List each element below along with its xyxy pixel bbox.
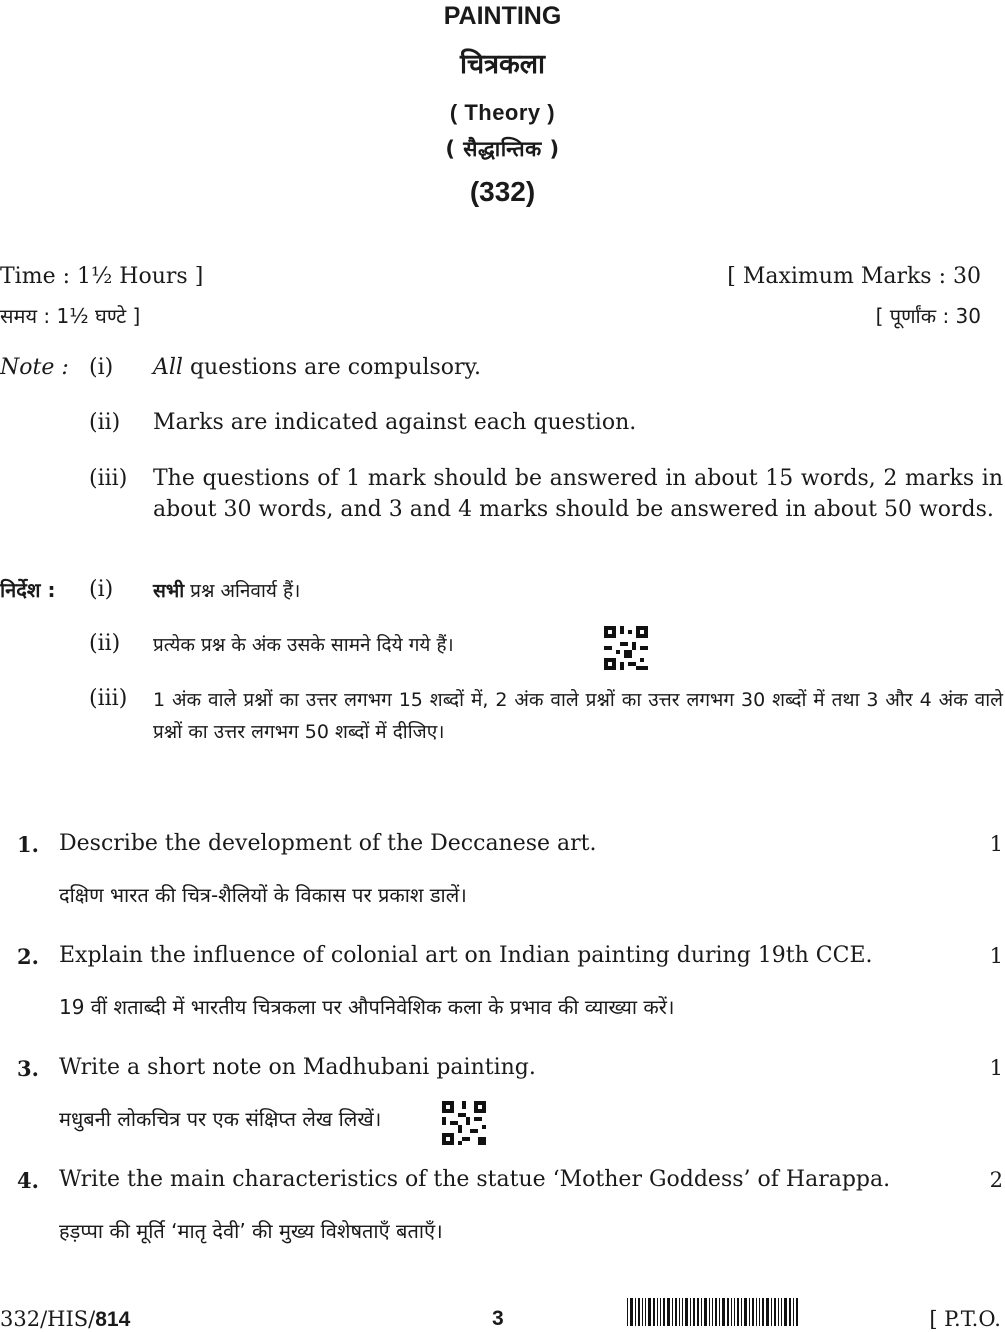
question-text: Explain the influence of colonial art on Indian painting during 19th CCE.	[59, 943, 873, 968]
barcode-bar	[778, 1298, 779, 1326]
question-marks: 1	[989, 832, 1003, 856]
barcode-bar	[690, 1298, 691, 1326]
subject-code: (332)	[469, 176, 536, 207]
barcode-bar	[701, 1298, 702, 1326]
maximum-marks: [ Maximum Marks : 30	[727, 264, 981, 289]
barcode-bar	[759, 1298, 760, 1326]
question-text: Write a short note on Madhubani painting.	[59, 1055, 536, 1080]
note-item-hindi	[153, 577, 1003, 603]
question-number: 4.	[17, 1168, 39, 1193]
barcode-bar	[653, 1298, 655, 1326]
note-item-hindi: प्रत्येक प्रश्न के अंक उसके सामने दिये गये हैं।	[153, 634, 454, 656]
barcode-bar	[642, 1298, 643, 1326]
paper-title: PAINTING	[443, 2, 562, 30]
question-text: Describe the development of the Deccanese art.	[59, 831, 597, 856]
barcode-bar	[741, 1298, 742, 1326]
note-emphasis: All	[153, 355, 183, 380]
barcode-bar	[774, 1298, 776, 1326]
page-turn-over: [ P.T.O.	[929, 1307, 1001, 1331]
time-allowed-hindi: समय : 1½ घण्टे ]	[0, 304, 141, 328]
question-number: 3.	[17, 1056, 39, 1081]
barcode-bar	[719, 1298, 720, 1326]
barcode-bar	[766, 1298, 769, 1326]
note-label: Note :	[0, 355, 69, 380]
note-text-hindi: प्रश्न अनिवार्य हैं।	[184, 580, 301, 602]
paper-title-hindi: चित्रकला	[459, 49, 546, 80]
note-number: (iii)	[89, 466, 128, 491]
question-text-hindi: 19 वीं शताब्दी में भारतीय चित्रकला पर औपनिवेशिक कला के प्रभाव की व्याख्या करें।	[59, 995, 675, 1019]
barcode-bar	[781, 1298, 782, 1326]
barcode-bar	[771, 1298, 772, 1326]
paper-type: ( Theory )	[449, 100, 556, 125]
barcode-bar	[685, 1298, 688, 1326]
barcode-bar	[630, 1298, 633, 1326]
barcode-bar	[675, 1298, 677, 1326]
barcode-bar	[744, 1298, 747, 1326]
barcode-bar	[635, 1298, 636, 1326]
note-number: (iii)	[89, 686, 128, 711]
barcode-bar	[697, 1298, 699, 1326]
barcode-bar	[704, 1298, 707, 1326]
barcode-icon	[627, 1298, 800, 1326]
question-marks: 1	[989, 944, 1003, 968]
question-number: 1.	[17, 832, 39, 857]
question-number: 2.	[17, 944, 39, 969]
barcode-bar	[715, 1298, 717, 1326]
note-number: (ii)	[89, 631, 121, 656]
barcode-bar	[682, 1298, 683, 1326]
paper-code-number: 814	[95, 1308, 131, 1331]
note-item-hindi: 1 अंक वाले प्रश्नों का उत्तर लगभग 15 शब्दों में, 2 अंक वाले प्रश्नों का उत्तर लगभग 30 शब्दों में तथा 3 और 4 अंक वाले प्रश्नों का उत्तर लगभग 50 शब्दों में दीजिए।	[153, 689, 1003, 743]
qr-code-icon	[442, 1101, 486, 1145]
paper-type-hindi: ( सैद्धान्तिक )	[445, 137, 560, 161]
barcode-bar	[756, 1298, 757, 1326]
barcode-bar	[749, 1298, 750, 1326]
barcode-bar	[660, 1298, 661, 1326]
barcode-bar	[645, 1298, 646, 1326]
qr-code-icon	[604, 626, 648, 670]
barcode-bar	[627, 1298, 628, 1326]
barcode-bar	[648, 1298, 651, 1326]
maximum-marks-hindi: [ पूर्णांक : 30	[875, 304, 981, 328]
paper-code	[0, 1307, 130, 1332]
barcode-bar	[712, 1298, 713, 1326]
note-text: questions are compulsory.	[182, 355, 482, 380]
barcode-bar	[709, 1298, 710, 1326]
barcode-bar	[638, 1298, 640, 1326]
question-text: Write the main characteristics of the statue ‘Mother Goddess’ of Harappa.	[59, 1167, 891, 1192]
barcode-bar	[793, 1298, 794, 1326]
barcode-bar	[762, 1298, 764, 1326]
barcode-bar	[667, 1298, 670, 1326]
barcode-bar	[663, 1298, 665, 1326]
note-number: (i)	[89, 577, 114, 602]
note-item	[153, 352, 1003, 383]
note-label-hindi: निर्देश :	[0, 578, 56, 602]
note-number: (i)	[89, 355, 114, 380]
question-text-hindi: मधुबनी लोकचित्र पर एक संक्षिप्त लेख लिखें।	[59, 1107, 382, 1131]
barcode-bar	[789, 1298, 791, 1326]
barcode-bar	[752, 1298, 754, 1326]
note-number: (ii)	[89, 410, 121, 435]
barcode-bar	[727, 1298, 729, 1326]
time-allowed: Time : 1½ Hours ]	[0, 264, 204, 289]
barcode-bar	[679, 1298, 680, 1326]
barcode-bar	[722, 1298, 725, 1326]
question-text-hindi: दक्षिण भारत की चित्र-शैलियों के विकास पर प्रकाश डालें।	[59, 883, 467, 907]
question-marks: 2	[989, 1168, 1003, 1192]
barcode-bar	[784, 1298, 787, 1326]
barcode-bar	[734, 1298, 735, 1326]
barcode-bar	[693, 1298, 695, 1326]
note-item: The questions of 1 mark should be answered in about 15 words, 2 marks in about 30 words, and 3 and 4 marks should be answered in about 50 words.	[153, 466, 1003, 522]
paper-code-prefix: 332/HIS/	[0, 1307, 96, 1331]
barcode-bar	[737, 1298, 739, 1326]
barcode-bar	[796, 1298, 798, 1326]
question-marks: 1	[989, 1056, 1003, 1080]
note-emphasis-hindi: सभी	[153, 580, 185, 602]
page-number: 3	[492, 1307, 504, 1330]
question-text-hindi: हड़प्पा की मूर्ति ‘मातृ देवी’ की मुख्य विशेषताएँ बताएँ।	[59, 1219, 443, 1243]
barcode-bar	[731, 1298, 732, 1326]
note-item: Marks are indicated against each question.	[153, 410, 637, 435]
barcode-bar	[657, 1298, 658, 1326]
barcode-bar	[672, 1298, 673, 1326]
